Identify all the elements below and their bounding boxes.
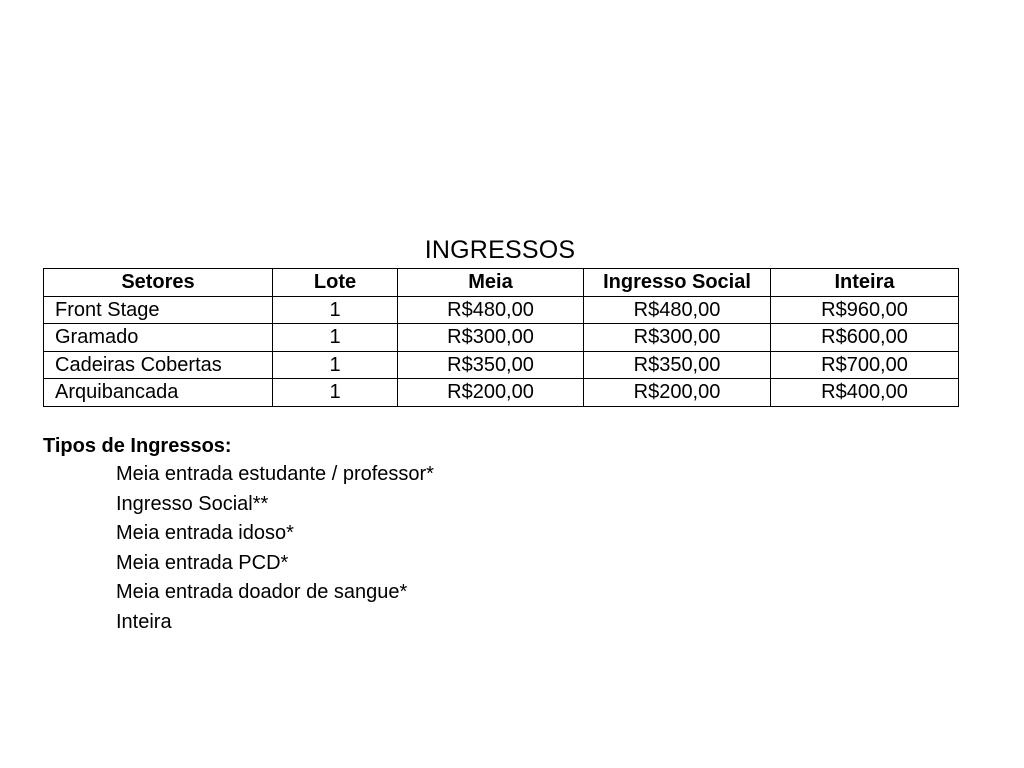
cell-meia: R$480,00 bbox=[398, 296, 584, 324]
column-header-lote: Lote bbox=[273, 269, 398, 297]
cell-sector: Front Stage bbox=[44, 296, 273, 324]
column-header-inteira: Inteira bbox=[771, 269, 959, 297]
cell-lote: 1 bbox=[273, 324, 398, 352]
page-title: INGRESSOS bbox=[424, 236, 576, 264]
ticket-price-table bbox=[43, 268, 959, 407]
cell-meia: R$350,00 bbox=[398, 351, 584, 379]
table-header-row bbox=[44, 269, 959, 297]
cell-sector: Cadeiras Cobertas bbox=[44, 351, 273, 379]
table-row bbox=[44, 296, 959, 324]
list-item: Meia entrada estudante / professor* bbox=[116, 463, 434, 485]
column-header-meia: Meia bbox=[398, 269, 584, 297]
cell-inteira: R$700,00 bbox=[771, 351, 959, 379]
table-row bbox=[44, 324, 959, 352]
cell-lote: 1 bbox=[273, 296, 398, 324]
list-item: Ingresso Social** bbox=[116, 492, 269, 515]
table-row bbox=[44, 351, 959, 379]
cell-social: R$300,00 bbox=[584, 324, 771, 352]
cell-sector: Arquibancada bbox=[44, 379, 273, 407]
cell-meia: R$300,00 bbox=[398, 324, 584, 352]
cell-inteira: R$960,00 bbox=[771, 296, 959, 324]
column-header-ingresso-social: Ingresso Social bbox=[584, 269, 771, 297]
cell-inteira: R$600,00 bbox=[771, 324, 959, 352]
cell-sector: Gramado bbox=[44, 324, 273, 352]
cell-social: R$200,00 bbox=[584, 379, 771, 407]
cell-social: R$350,00 bbox=[584, 351, 771, 379]
list-item: Inteira bbox=[116, 610, 172, 633]
list-item: Meia entrada idoso* bbox=[116, 522, 294, 544]
cell-lote: 1 bbox=[273, 379, 398, 407]
list-item: Meia entrada doador de sangue* bbox=[116, 581, 408, 603]
ticket-types-list bbox=[116, 460, 434, 637]
table-row bbox=[44, 379, 959, 407]
cell-lote: 1 bbox=[273, 351, 398, 379]
column-header-setores: Setores bbox=[44, 269, 273, 297]
cell-social: R$480,00 bbox=[584, 296, 771, 324]
cell-meia: R$200,00 bbox=[398, 379, 584, 407]
cell-inteira: R$400,00 bbox=[771, 379, 959, 407]
list-item: Meia entrada PCD* bbox=[116, 551, 289, 574]
ticket-types-heading: Tipos de Ingressos: bbox=[43, 435, 232, 457]
